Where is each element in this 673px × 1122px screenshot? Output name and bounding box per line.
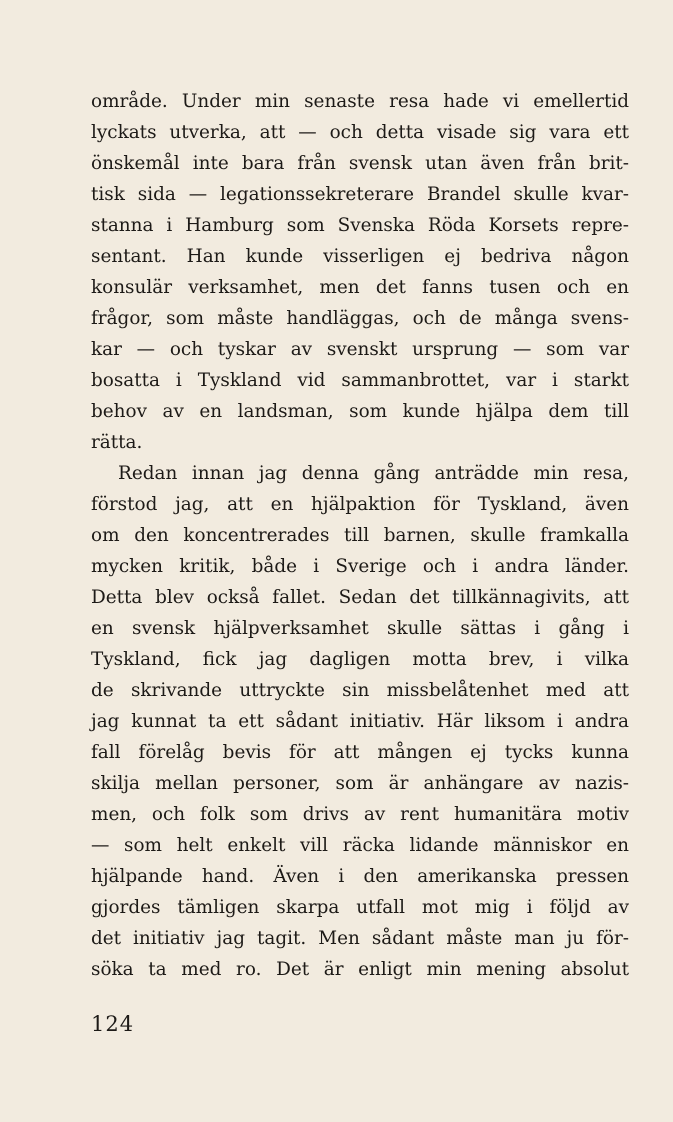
text-line: område. Under min senaste resa hade vi emellertid (91, 91, 629, 112)
text-line: Detta blev också fallet. Sedan det tillkännagivits, att (91, 587, 629, 608)
text-line: önskemål inte bara från svensk utan även från brit- (91, 153, 629, 174)
text-line: om den koncentrerades till barnen, skulle framkalla (91, 525, 629, 546)
text-line: frågor, som måste handläggas, och de många svens- (91, 308, 629, 329)
text-line: gjordes tämligen skarpa utfall mot mig i följd av (91, 897, 629, 918)
text-line: skilja mellan personer, som är anhängare av nazis- (91, 773, 629, 794)
text-line: det initiativ jag tagit. Men sådant måste man ju för- (91, 928, 629, 949)
text-line: behov av en landsman, som kunde hjälpa dem till (91, 401, 629, 422)
text-line: kar — och tyskar av svenskt ursprung — som var (91, 339, 629, 360)
page-number: 124 (91, 1012, 135, 1036)
text-line: en svensk hjälpverksamhet skulle sättas i gång i (91, 618, 629, 639)
text-line: hjälpande hand. Även i den amerikanska pressen (91, 866, 629, 887)
paragraph-1 (91, 86, 629, 458)
text-line: bosatta i Tyskland vid sammanbrottet, var i starkt (91, 370, 629, 391)
text-line: jag kunnat ta ett sådant initiativ. Här liksom i andra (91, 711, 629, 732)
text-line: mycken kritik, både i Sverige och i andra länder. (91, 556, 629, 577)
text-line: de skrivande uttryckte sin missbelåtenhet med att (91, 680, 629, 701)
text-line: tisk sida — legationssekreterare Brandel skulle kvar- (91, 184, 629, 205)
text-line: men, och folk som drivs av rent humanitära motiv (91, 804, 629, 825)
text-line: — som helt enkelt vill räcka lidande människor en (91, 835, 629, 856)
body-text (91, 86, 629, 985)
text-line: sentant. Han kunde visserligen ej bedriva någon (91, 246, 629, 267)
paragraph-2 (91, 458, 629, 985)
text-line: Redan innan jag denna gång anträdde min resa, (118, 463, 629, 484)
text-line: förstod jag, att en hjälpaktion för Tyskland, även (91, 494, 629, 515)
text-line: söka ta med ro. Det är enligt min mening absolut (91, 959, 629, 980)
text-line: lyckats utverka, att — och detta visade sig vara ett (91, 122, 629, 143)
text-line: Tyskland, fick jag dagligen motta brev, i vilka (91, 649, 629, 670)
text-line: konsulär verksamhet, men det fanns tusen och en (91, 277, 629, 298)
text-line: rätta. (91, 432, 143, 453)
text-line: stanna i Hamburg som Svenska Röda Korsets repre- (91, 215, 629, 236)
text-line: fall förelåg bevis för att mången ej tycks kunna (91, 742, 629, 763)
